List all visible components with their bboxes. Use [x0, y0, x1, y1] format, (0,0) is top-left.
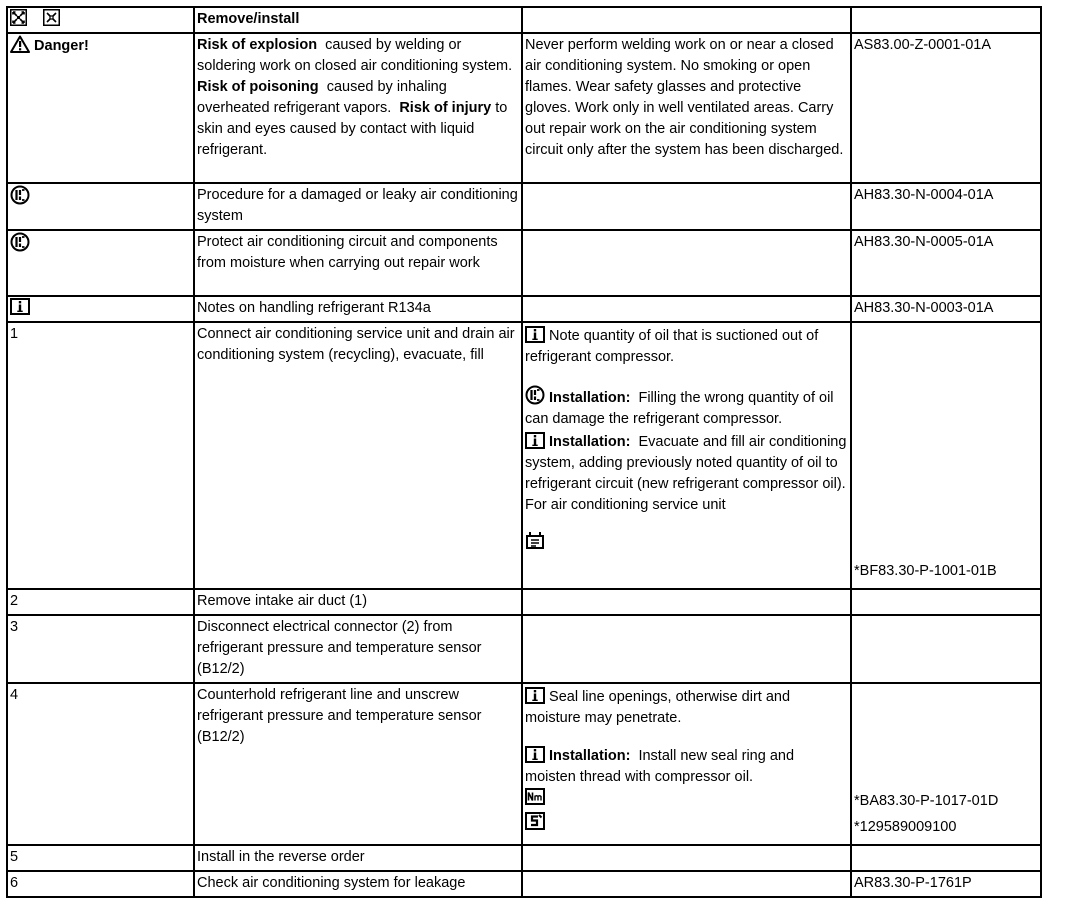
procedure-damaged-reference: AH83.30-N-0004-01A [851, 183, 1041, 230]
service-unit-icon [525, 531, 545, 549]
step-row [7, 589, 1041, 615]
empty-cell [522, 296, 851, 322]
leak-check-reference: AR83.30-P-1761P [851, 871, 1041, 897]
info-icon-cell [7, 296, 194, 322]
info-box-icon [525, 687, 545, 704]
torque-icon [525, 788, 545, 805]
info-box-icon [525, 432, 545, 449]
step-row [7, 845, 1041, 871]
step-text: Disconnect electrical connector (2) from refrigerant pressure and temperature sensor (B12/2) [194, 615, 522, 683]
header-empty-cell [851, 7, 1041, 33]
danger-text-cell [194, 33, 522, 183]
empty-cell [851, 589, 1041, 615]
step-row [7, 615, 1041, 683]
procedure-damaged-text: Procedure for a damaged or leaky air conditioning system [194, 183, 522, 230]
step-reference-cell [851, 683, 1041, 845]
info-box-icon [10, 298, 30, 315]
header-icons-cell [7, 7, 194, 33]
danger-instructions: Never perform welding work on or near a closed air conditioning system. No smoking or open flames. Wear safety glasses and protective gloves. Work only in well ventilated areas. Carry out repair work on the air conditioning system circuit only after the system has been discharged. [522, 33, 851, 183]
header-row [7, 7, 1041, 33]
step-text: Check air conditioning system for leakage [194, 871, 522, 897]
installation-icon [10, 9, 27, 26]
step-notes-cell [522, 683, 851, 845]
caution-icon-cell [7, 230, 194, 296]
empty-cell [522, 183, 851, 230]
empty-cell [522, 589, 851, 615]
installation-label: Installation: [549, 390, 631, 406]
installation-note-text: Install new seal ring and moisten thread with compressor oil. [525, 748, 799, 785]
step-text: Connect air conditioning service unit and drain air conditioning system (recycling), evacuate, fill [194, 322, 522, 589]
installation-icon [43, 9, 60, 26]
caution-circle-icon [10, 232, 30, 252]
seal-openings-note [525, 687, 848, 729]
step-text: Counterhold refrigerant line and unscrew refrigerant pressure and temperature sensor (B12/2) [194, 683, 522, 845]
empty-cell [522, 871, 851, 897]
step-text: Remove intake air duct (1) [194, 589, 522, 615]
service-unit-reference: *BF83.30-P-1001-01B [854, 563, 997, 579]
caution-icon-cell [7, 183, 194, 230]
empty-cell [851, 615, 1041, 683]
step-number: 1 [7, 322, 194, 589]
installation-note-text: Evacuate and fill air conditioning system, adding previously noted quantity of oil to refrigerant circuit (new refrigerant compressor oil). [525, 434, 851, 492]
step-number: 3 [7, 615, 194, 683]
refrigerant-notes-text: Notes on handling refrigerant R134a [194, 296, 522, 322]
installation-warning [525, 385, 848, 430]
risk-poisoning-label: Risk of poisoning [197, 79, 319, 95]
protect-circuit-reference: AH83.30-N-0005-01A [851, 230, 1041, 296]
step-number: 5 [7, 845, 194, 871]
installation-note [525, 432, 851, 495]
header-empty-cell [522, 7, 851, 33]
info-box-icon [525, 326, 545, 343]
service-unit-text: For air conditioning service unit [525, 497, 726, 513]
tool-icon-line [525, 812, 848, 834]
danger-label-cell [7, 33, 194, 183]
step-text: Install in the reverse order [194, 845, 522, 871]
step-notes-cell [522, 322, 851, 589]
refrigerant-notes-reference: AH83.30-N-0003-01A [851, 296, 1041, 322]
info-row [7, 296, 1041, 322]
tool-reference: *129589009100 [854, 819, 957, 835]
step-number: 6 [7, 871, 194, 897]
step-number: 2 [7, 589, 194, 615]
oil-quantity-note [525, 326, 848, 368]
installation-note [525, 746, 848, 788]
caution-row [7, 230, 1041, 296]
risk-explosion-text: caused by welding or soldering work on closed air conditioning system. [197, 37, 517, 74]
danger-row [7, 33, 1041, 183]
caution-circle-icon [525, 385, 545, 405]
empty-cell [522, 230, 851, 296]
service-unit-icon-line [525, 531, 848, 553]
risk-injury-text: to skin and eyes caused by contact with liquid refrigerant. [197, 100, 508, 158]
danger-reference: AS83.00-Z-0001-01A [851, 33, 1041, 183]
torque-icon-line [525, 788, 848, 809]
step-row [7, 322, 1041, 589]
risk-poisoning-text: caused by inhaling overheated refrigerant vapors. [197, 79, 451, 116]
caution-circle-icon [10, 185, 30, 205]
header-title: Remove/install [194, 7, 522, 33]
warning-triangle-icon [10, 35, 30, 53]
risk-explosion-label: Risk of explosion [197, 37, 318, 53]
step-number: 4 [7, 683, 194, 845]
risk-injury-label: Risk of injury [399, 100, 492, 116]
caution-row [7, 183, 1041, 230]
special-tool-icon [525, 812, 545, 830]
oil-quantity-note-text: Note quantity of oil that is suctioned out of refrigerant compressor. [525, 328, 819, 365]
torque-reference: *BA83.30-P-1017-01D [854, 793, 999, 809]
empty-cell [522, 615, 851, 683]
empty-cell [522, 845, 851, 871]
seal-openings-text: Seal line openings, otherwise dirt and moisture may penetrate. [525, 689, 791, 726]
installation-label: Installation: [549, 434, 631, 450]
danger-label: Danger! [34, 38, 89, 54]
step-reference-cell [851, 322, 1041, 589]
info-box-icon [525, 746, 545, 763]
step-row [7, 683, 1041, 845]
procedure-table [6, 6, 1042, 898]
step-row [7, 871, 1041, 897]
empty-cell [851, 845, 1041, 871]
installation-label: Installation: [549, 748, 631, 764]
installation-warning-text: Filling the wrong quantity of oil can damage the refrigerant compressor. [525, 390, 838, 427]
protect-circuit-text: Protect air conditioning circuit and components from moisture when carrying out repair work [194, 230, 522, 296]
